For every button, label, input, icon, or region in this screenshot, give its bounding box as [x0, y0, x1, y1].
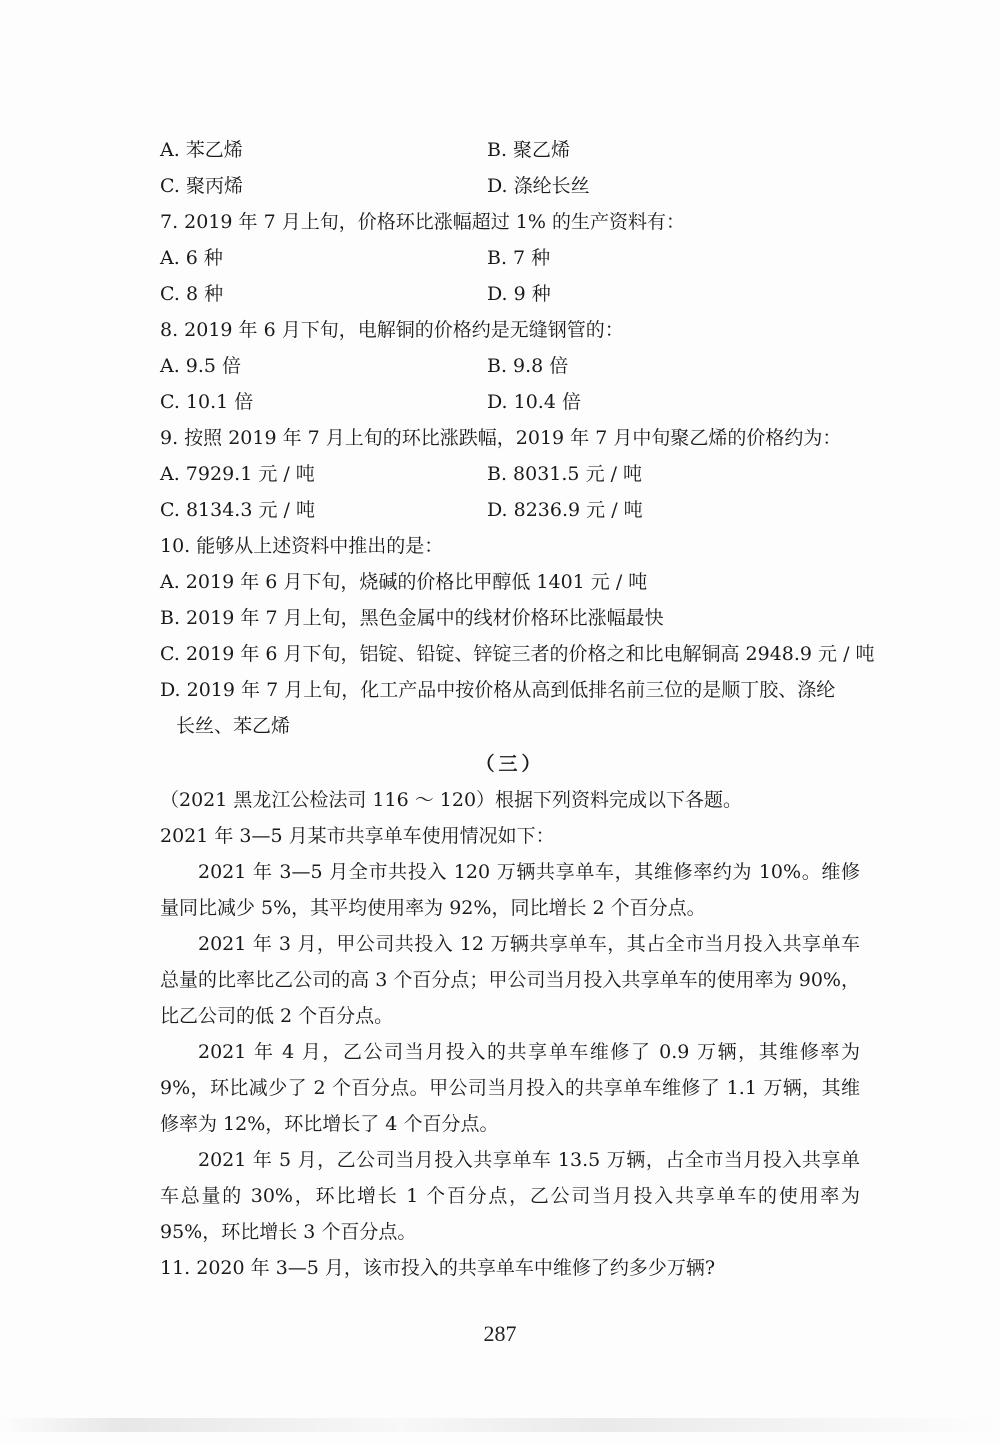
q9-options-row-2 [160, 492, 860, 528]
q8-option-d: D. 10.4 倍 [487, 391, 581, 413]
page-number: 287 [483, 1321, 517, 1346]
q7-stem: 7. 2019 年 7 月上旬，价格环比涨幅超过 1% 的生产资料有： [160, 211, 685, 233]
paragraph-2: 2021 年 3 月，甲公司共投入 12 万辆共享单车，其占全市当月投入共享单车总量的比率比乙公司的高 3 个百分点；甲公司当月投入共享单车的使用率为 90%，比乙公司的低 2 个百分点。 [160, 933, 860, 1027]
paragraph-4: 2021 年 5 月，乙公司当月投入共享单车 13.5 万辆，占全市当月投入共享单车总量的 30%，环比增长 1 个百分点，乙公司当月投入共享单车的使用率为 95%，环比增长 3 个百分点。 [160, 1149, 860, 1243]
section-intro: 2021 年 3—5 月某市共享单车使用情况如下： [160, 825, 555, 847]
q10-option-a: A. 2019 年 6 月下旬，烧碱的价格比甲醇低 1401 元 / 吨 [160, 571, 648, 593]
section-title: （三） [475, 753, 545, 775]
q6-options-row-2 [160, 168, 860, 204]
q7-options-row-1 [160, 240, 860, 276]
q8-stem: 8. 2019 年 6 月下旬，电解铜的价格约是无缝钢管的： [160, 319, 624, 341]
q6-options-row-1 [160, 132, 860, 168]
q9-option-d: D. 8236.9 元 / 吨 [487, 499, 643, 521]
q10-option-d-line-2: 长丝、苯乙烯 [176, 715, 291, 737]
q7-option-d: D. 9 种 [487, 283, 551, 305]
q10-option-c: C. 2019 年 6 月下旬，铝锭、铅锭、锌锭三者的价格之和比电解铜高 2948.9 元 / 吨 [160, 643, 875, 665]
q8-option-c: C. 10.1 倍 [160, 391, 254, 413]
q9-option-c: C. 8134.3 元 / 吨 [160, 499, 315, 521]
scan-edge-artifact [0, 1418, 1000, 1432]
q10-option-b: B. 2019 年 7 月上旬，黑色金属中的线材价格环比涨幅最快 [160, 607, 664, 629]
q6-option-d: D. 涤纶长丝 [487, 175, 590, 197]
q9-option-a: A. 7929.1 元 / 吨 [160, 463, 315, 485]
section-source: （2021 黑龙江公检法司 116 ～ 120）根据下列资料完成以下各题。 [160, 789, 743, 811]
q9-options-row-1 [160, 456, 860, 492]
page-content [160, 132, 875, 1286]
q8-options-row-2 [160, 384, 860, 420]
q7-option-c: C. 8 种 [160, 283, 224, 305]
q10-stem: 10. 能够从上述资料中推出的是： [160, 535, 444, 557]
q7-option-b: B. 7 种 [487, 247, 551, 269]
q8-options-row-1 [160, 348, 860, 384]
q9-option-b: B. 8031.5 元 / 吨 [487, 463, 643, 485]
q6-option-c: C. 聚丙烯 [160, 175, 243, 197]
q7-options-row-2 [160, 276, 860, 312]
paragraph-3: 2021 年 4 月，乙公司当月投入的共享单车维修了 0.9 万辆，其维修率为 9%，环比减少了 2 个百分点。甲公司当月投入的共享单车维修了 1.1 万辆，其维修率为 12%，环比增长了 4 个百分点。 [160, 1041, 860, 1135]
paragraph-1: 2021 年 3—5 月全市共投入 120 万辆共享单车，其维修率约为 10%。维修量同比减少 5%，其平均使用率为 92%，同比增长 2 个百分点。 [160, 861, 860, 919]
q8-option-a: A. 9.5 倍 [160, 355, 242, 377]
q6-option-b: B. 聚乙烯 [487, 139, 571, 161]
q11-stem: 11. 2020 年 3—5 月，该市投入的共享单车中维修了约多少万辆? [160, 1257, 716, 1279]
q9-stem: 9. 按照 2019 年 7 月上旬的环比涨跌幅，2019 年 7 月中旬聚乙烯的价格约为： [160, 427, 842, 449]
q8-option-b: B. 9.8 倍 [487, 355, 569, 377]
q7-option-a: A. 6 种 [160, 247, 223, 269]
q10-option-d-line-1: D. 2019 年 7 月上旬，化工产品中按价格从高到低排名前三位的是顺丁胶、涤纶 [160, 679, 836, 701]
q6-option-a: A. 苯乙烯 [160, 139, 243, 161]
